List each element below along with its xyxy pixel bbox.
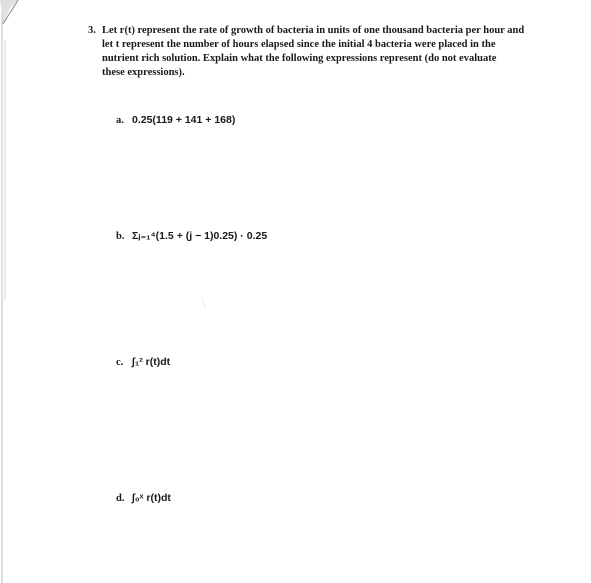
question-line: let t represent the number of hours elapsed since the initial 4 bacteria were placed in the <box>102 39 496 50</box>
question-text <box>102 24 554 80</box>
part-b <box>116 230 267 242</box>
question-line: these expressions). <box>102 67 185 78</box>
part-letter: d. <box>116 493 125 504</box>
question-number: 3. <box>88 25 96 36</box>
part-d <box>116 492 171 504</box>
part-letter: b. <box>116 231 125 242</box>
question-line: Let r(t) represent the rate of growth of bacteria in units of one thousand bacteria per hour and <box>102 25 525 36</box>
part-letter: a. <box>116 115 124 126</box>
part-c <box>116 356 170 368</box>
part-a <box>116 114 235 126</box>
question-line: nutrient rich solution. Explain what the following expressions represent (do not evaluate <box>102 53 497 64</box>
part-letter: c. <box>116 357 124 368</box>
part-expression: 0.25(119 + 141 + 168) <box>132 114 236 126</box>
part-expression: Σⱼ₌₁⁴(1.5 + (j − 1)0.25) · 0.25 <box>132 230 268 242</box>
faint-pen-mark <box>200 296 208 310</box>
part-expression: ∫₀ˣ r(t)dt <box>132 492 171 504</box>
page-edge-shadow <box>0 0 22 583</box>
part-expression: ∫₁² r(t)dt <box>132 356 171 368</box>
